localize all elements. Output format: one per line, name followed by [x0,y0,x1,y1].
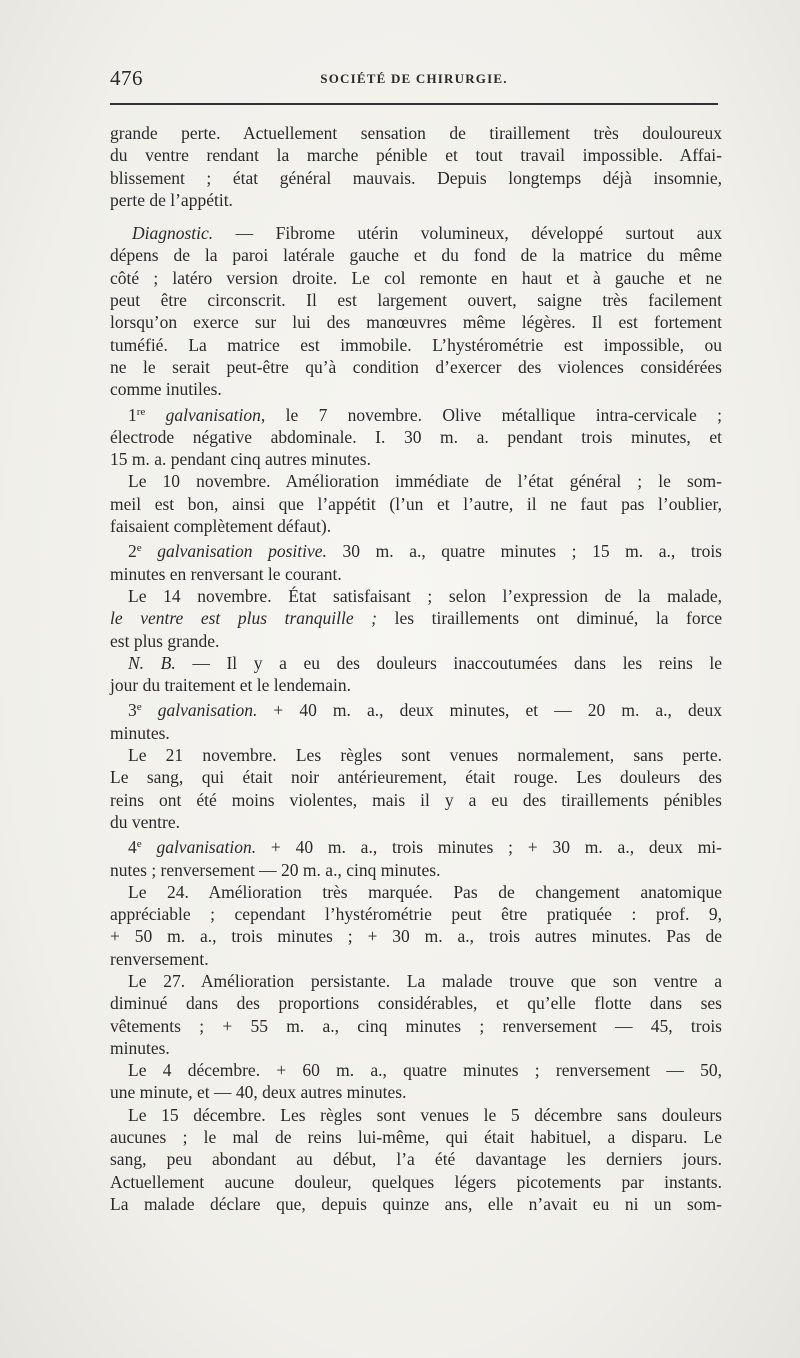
text-line: reins ont été moins violentes, mais il y a eu des tiraillements pénibles [110,789,722,810]
page-header [110,66,718,96]
paragraph [110,122,722,211]
text-line: sang, peu abondant au début, l’a été davantage les derniers jours. [110,1149,722,1170]
paragraph [110,744,722,833]
text-line: Le sang, qui était noir antérieurement, était rouge. Les douleurs des [110,767,722,788]
paragraph [110,881,722,970]
paragraph [110,470,722,537]
text-line: le ventre est plus tranquille ; les tiraillements ont diminué, la force [110,608,722,629]
paragraph-galvanisation-1 [110,401,722,471]
text-line: une minute, et — 40, deux autres minutes. [110,1082,407,1103]
paragraph [110,1104,722,1215]
text-line: Le 27. Amélioration persistante. La malade trouve que son ventre a [128,970,722,991]
paragraph-nota-bene [110,652,722,697]
text-line: 1re galvanisation, le 7 novembre. Olive métallique intra-cervicale ; [128,404,723,425]
text-line: 2e galvanisation positive. 30 m. a., quatre minutes ; 15 m. a., trois [128,541,722,562]
text-line: est plus grande. [110,630,220,651]
text-line: blissement ; état général mauvais. Depuis longtemps déjà insomnie, [110,167,722,188]
text-line: minutes en renversant le courant. [110,563,342,584]
text-line: meil est bon, ainsi que l’appétit (l’un et l’autre, il ne faut pas l’oublier, [110,493,722,514]
text-line: N. B. — Il y a eu des douleurs inaccoutumées dans les reins le [128,652,722,673]
text-line: tuméfié. La matrice est immobile. L’hystérométrie est impossible, ou [110,334,722,355]
text-line: vêtements ; + 55 m. a., cinq minutes ; renversement — 45, trois [110,1015,722,1036]
text-line: Le 14 novembre. État satisfaisant ; selon l’expression de la malade, [128,585,722,606]
text-line: Actuellement aucune douleur, quelques légers picotements par instants. [110,1171,722,1192]
paragraph-galvanisation-2 [110,537,722,585]
text-line: jour du traitement et le lendemain. [110,675,352,696]
text-line: comme inutiles. [110,379,222,400]
text-line: Le 21 novembre. Les règles sont venues normalement, sans perte. [128,745,722,766]
diagnostic-label: Diagnostic. [132,223,214,244]
paragraph [110,585,722,652]
text-line: 15 m. a. pendant cinq autres minutes. [110,449,371,470]
text-line: Le 4 décembre. + 60 m. a., quatre minutes ; renversement — 50, [128,1060,722,1081]
text-line: Diagnostic. — Fibrome utérin volumineux, développé surtout aux [132,223,722,244]
text-line: peut être circonscrit. Il est largement ouvert, saigne très facilement [110,290,722,311]
text-line: grande perte. Actuellement sensation de tiraillement très douloureux [110,123,722,143]
text-line: + 50 m. a., trois minutes ; + 30 m. a., trois autres minutes. Pas de [110,926,722,947]
text-line: du ventre rendant la marche pénible et tout travail impossible. Affai- [110,145,722,166]
text-line: nutes ; renversement — 20 m. a., cinq minutes. [110,859,441,880]
text-line: Le 15 décembre. Les règles sont venues le 5 décembre sans douleurs [128,1104,722,1125]
text-line: faisaient complètement défaut). [110,516,332,537]
text-line: 3e galvanisation. + 40 m. a., deux minutes, et — 20 m. a., deux [128,700,722,721]
text-line: renversement. [110,948,209,969]
text-line: côté ; latéro version droite. Le col remonte en haut et à gauche et ne [110,267,722,288]
text-line: appréciable ; cependant l’hystérométrie peut être pratiquée : prof. 9, [110,904,722,925]
text-line: minutes. [110,1037,170,1058]
text-line: diminué dans des proportions considérables, et qu’elle flotte dans ses [110,993,722,1014]
running-title: SOCIÉTÉ DE CHIRURGIE. [320,71,508,86]
text-line: minutes. [110,722,170,743]
text-line: lorsqu’on exerce sur lui des manœuvres même légères. Il est fortement [110,312,722,333]
paragraph-diagnostic [110,222,722,400]
paragraph [110,1059,722,1104]
text-line: du ventre. [110,811,180,832]
text-line: perte de l’appétit. [110,189,233,210]
header-rule [110,103,718,105]
paragraph [110,970,722,1059]
paragraph-galvanisation-3 [110,696,722,744]
paragraph-galvanisation-4 [110,833,722,881]
text-line: Le 10 novembre. Amélioration immédiate de l’état général ; le som- [128,471,722,492]
text-line: La malade déclare que, depuis quinze ans, elle n’avait eu ni un som- [110,1193,722,1214]
body-text [110,122,722,1215]
text-line: électrode négative abdominale. I. 30 m. a. pendant trois minutes, et [110,426,722,447]
text-line: 4e galvanisation. + 40 m. a., trois minutes ; + 30 m. a., deux mi- [128,837,722,858]
text-line: aucunes ; le mal de reins lui-même, qui était habituel, a disparu. Le [110,1127,722,1148]
page-number: 476 [110,66,143,90]
text-line: ne le serait peut-être qu’à condition d’exercer des violences considérées [110,356,722,377]
text-line: Le 24. Amélioration très marquée. Pas de changement anatomique [128,881,722,902]
text-line: dépens de la paroi latérale gauche et du fond de la matrice du même [110,245,722,266]
